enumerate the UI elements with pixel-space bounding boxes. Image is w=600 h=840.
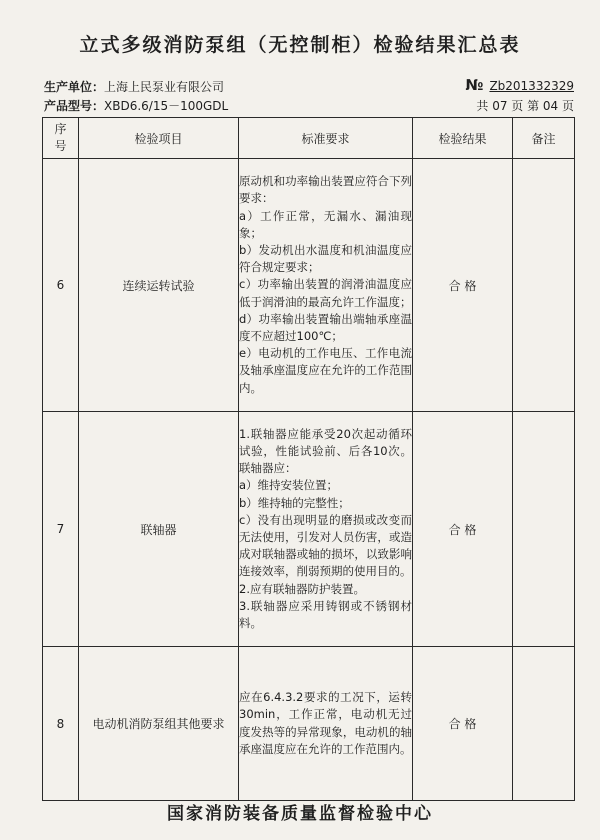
standard-line: 2.应有联轴器防护装置。 (239, 581, 365, 596)
standard-line: e）电动机的工作电压、工作电流及轴承座温度应在允许的工作范围内。 (239, 346, 412, 395)
table-row (43, 647, 575, 801)
row-seq: 8 (43, 647, 79, 801)
standard-line: a）维持安装位置； (239, 478, 339, 493)
standard-line: 原动机和功率输出装置应符合下列要求： (239, 174, 412, 206)
standard-line: b）发动机出水温度和机油温度应符合规定要求； (239, 242, 412, 275)
table-row (43, 412, 575, 647)
row-note (513, 647, 575, 801)
standard-line: c）没有出现明显的磨损或改变而无法使用，引发对人员伤害，或造成对联轴器或轴的损坏，以致影响连接效率，削弱预期的使用目的。 (239, 512, 412, 579)
standard-line: b）维持轴的完整性； (239, 495, 350, 510)
row-item: 连续运转试验 (79, 159, 239, 412)
issuer-footer: 国家消防装备质量监督检验中心 (167, 804, 433, 824)
row-standard (239, 647, 413, 801)
number-value: Zb201332329 (489, 79, 574, 93)
table-row (43, 159, 575, 412)
manufacturer-label: 生产单位： (44, 80, 105, 94)
manufacturer-line (44, 78, 224, 95)
standard-line: 3.联轴器应采用铸钢或不锈钢材料。 (239, 598, 412, 631)
model-line (44, 97, 228, 114)
number-sign: № (465, 76, 484, 94)
row-seq: 6 (43, 159, 79, 412)
standard-line: d）功率输出装置输出端轴承座温度不应超过100℃； (239, 311, 412, 343)
header-result: 检验结果 (413, 118, 513, 159)
row-result: 合 格 (413, 647, 513, 801)
header-seq (43, 118, 79, 159)
inspection-table (42, 117, 575, 801)
report-number (465, 76, 574, 94)
row-note (513, 412, 575, 647)
page-count: 共 07 页 第 04 页 (476, 99, 574, 113)
header-standard: 标准要求 (239, 118, 413, 159)
row-result: 合 格 (413, 412, 513, 647)
row-standard (239, 159, 413, 412)
header-seq-line1: 序 (54, 122, 67, 136)
row-standard (239, 412, 413, 647)
report-title: 立式多级消防泵组（无控制柜）检验结果汇总表 (79, 34, 521, 56)
manufacturer-value: 上海上民泵业有限公司 (104, 80, 225, 94)
header-seq-line2: 号 (54, 139, 67, 153)
standard-line: 1.联轴器应能承受20次起动循环试验，性能试验前、后各10次。联轴器应： (239, 426, 412, 476)
table-header-row (43, 118, 575, 159)
row-item: 联轴器 (79, 412, 239, 647)
model-label: 产品型号： (44, 99, 105, 113)
standard-line: c）功率输出装置的润滑油温度应低于润滑油的最高允许工作温度； (239, 277, 412, 309)
model-value: XBD6.6/15－100GDL (104, 99, 229, 113)
row-seq: 7 (43, 412, 79, 647)
header-note: 备注 (513, 118, 575, 159)
header-item: 检验项目 (79, 118, 239, 159)
row-note (513, 159, 575, 412)
row-result: 合 格 (413, 159, 513, 412)
standard-line: a）工作正常，无漏水、漏油现象； (239, 208, 412, 240)
standard-line: 应在6.4.3.2要求的工况下，运转30min，工作正常，电动机无过度发热等的异常现象，电动机的轴承座温度应在允许的工作范围内。 (239, 690, 412, 756)
row-item: 电动机消防泵组其他要求 (79, 647, 239, 801)
